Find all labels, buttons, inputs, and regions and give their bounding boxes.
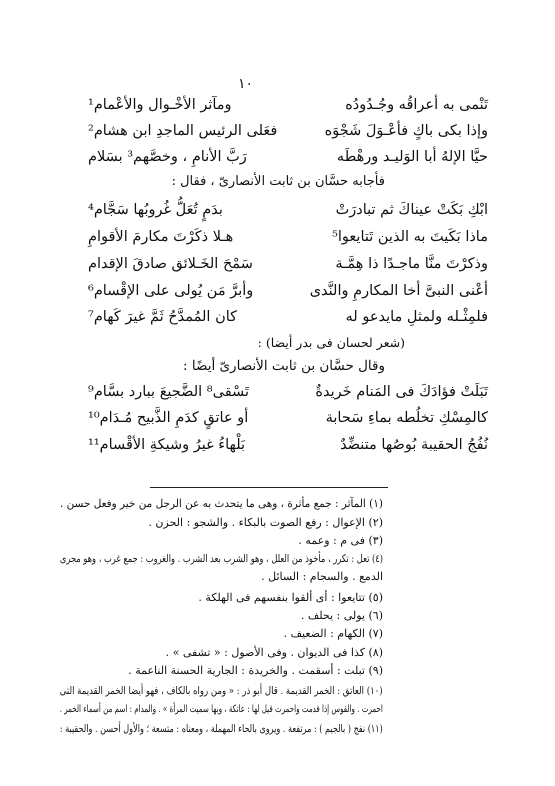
footnote: (٧) الكهام : الضعيف . xyxy=(283,627,383,640)
hemistich-second: ومآثر الأخْـوال والأعْمام¹ xyxy=(88,97,232,113)
footnote: (٦) يولى : يحلف . xyxy=(300,609,383,622)
verse-line xyxy=(88,94,488,116)
hemistich-first: ابْكِ بَكَتْ عيناكَ ثم تبادرَتْ xyxy=(335,202,488,218)
verse-line xyxy=(88,226,488,248)
footnote-continuation: الدمع . والسجام : السائل . xyxy=(261,570,383,583)
footnote: (١٠) العاتق : الخمر القديمة . قال أبو ذر : « ومن رواه بالكاف ، فهو أيضا الخمر القديمة التى xyxy=(60,685,383,697)
source-note: (شعر لحسان فى بدر أيضا) : xyxy=(257,335,405,350)
hemistich-second: وأبرَّ مَن يُولى على الإقْسام⁶ xyxy=(88,283,254,299)
verse-line xyxy=(88,407,488,429)
verse-line xyxy=(88,253,488,275)
hemistich-first: ماذا بَكَيتَ به الذين تَتايعوا⁵ xyxy=(332,229,488,245)
hemistich-second: بدَمٍ تُعَلُّ غُروبُها سَجَّام⁴ xyxy=(88,202,223,218)
hemistich-second: فعَلى الرئيس الماجدِ ابن هشام² xyxy=(88,123,278,139)
verse-line xyxy=(88,120,488,142)
hemistich-second: أو عاتقٍ كدَمِ الذَّبيح مُـدَام¹⁰ xyxy=(88,410,249,426)
verse-line xyxy=(88,199,488,221)
hemistich-first: وإذا بكى باكٍ فأعْـوَلَ شَجْوَه xyxy=(324,123,488,139)
verse-line xyxy=(88,146,488,168)
footnote: (٥) تتايعوا : أى ألقوا بنفسهم فى الهلكة . xyxy=(198,591,383,604)
hemistich-first: حيَّا الإلهُ أبا الوَليـد ورهْطَه xyxy=(336,149,488,165)
hemistich-first: نُفُجُ الحقيبة بُوصُها متنضِّدٌ xyxy=(340,437,488,453)
page-number: ١٠ xyxy=(238,76,254,92)
hemistich-second: بَلْهاءُ غيرُ وشيكةِ الأقْسام¹¹ xyxy=(88,437,246,453)
footnote: (١) المآثر : جمع مأثرة ، وهى ما يتحدث به عن الرجل من خير وفعل حسن . xyxy=(60,497,383,510)
hemistich-first: تَبَلَتْ فؤادَكَ فى المَنام خَريدةٌ xyxy=(315,384,488,400)
hemistich-second: تَسْقى⁸ الضَّجيعَ ببارد بسَّام⁹ xyxy=(88,384,250,400)
hemistich-first: وذكرْتَ منَّا ماجـدًا ذا هِمَّـة xyxy=(335,256,488,272)
verse-line xyxy=(88,434,488,456)
footnote: (٩) تبلت : أسقمت . والخريدة : الجارية الحسنة الناعمة . xyxy=(128,664,383,677)
hemistich-second: سَمْحَ الخَـلائق صادقَ الإقدام xyxy=(88,256,253,272)
verse-line xyxy=(88,381,488,403)
footnote-continuation: احمرت . والقوس إذا قدمت واحمرت قيل لها : عاتكة ، وبها سميت المرأة » . والمدام : اسم من أسماء الخمر . xyxy=(59,704,383,715)
footnote: (١١) نفج ( بالجيم ) : مرتفعة . ويروى بالحاء المهملة ، ومعناه : متسعة ؛ والأول أحسن . والحقيبة : xyxy=(60,723,383,735)
hemistich-second: هـلا ذكَرْتَ مكارمَ الأقوامِ xyxy=(88,229,234,245)
verse-line xyxy=(88,306,488,328)
hemistich-first: كالمِسْكِ تخلُطه بماءِ سَحابة xyxy=(325,410,488,426)
second-intro: وقال حسَّان بن ثابت الأنصارىّ أيضًا : xyxy=(183,358,385,374)
footnote: (٤) تعل : تكرر ، مأخوذ من العلل ، وهو الشرب بعد الشرب . والغروب : جمع غرب ، وهو مجرى xyxy=(59,553,383,565)
hemistich-first: فلمِثْـله ولمثلِ مايدعو له xyxy=(345,309,488,325)
hemistich-second: كان المُمدَّحُ ثَمَّ غيرَ كَهام⁷ xyxy=(88,309,238,325)
footnote: (٨) كذا فى الديوان . وفى الأصول : « تشفى » . xyxy=(165,646,383,659)
hemistich-first: أعْنى النبىَّ أخا المكارمِ والنَّدى xyxy=(309,283,488,299)
hemistich-first: تَنْمى به أعراقُه وجُـدُودُه xyxy=(345,97,488,113)
verse-line xyxy=(88,280,488,302)
footnote-divider xyxy=(150,487,388,488)
footnote: (٢) الإعوال : رفع الصوت بالبكاء . والشجو : الحزن . xyxy=(148,516,383,529)
hemistich-second: رَبَّ الأنامِ ، وخصَّهم³ بسَلام xyxy=(88,149,247,165)
reply-intro: فأجابه حسَّان بن ثابت الأنصارىّ ، فقال : xyxy=(171,174,385,189)
footnote: (٣) فى م : وعمه . xyxy=(298,534,383,547)
